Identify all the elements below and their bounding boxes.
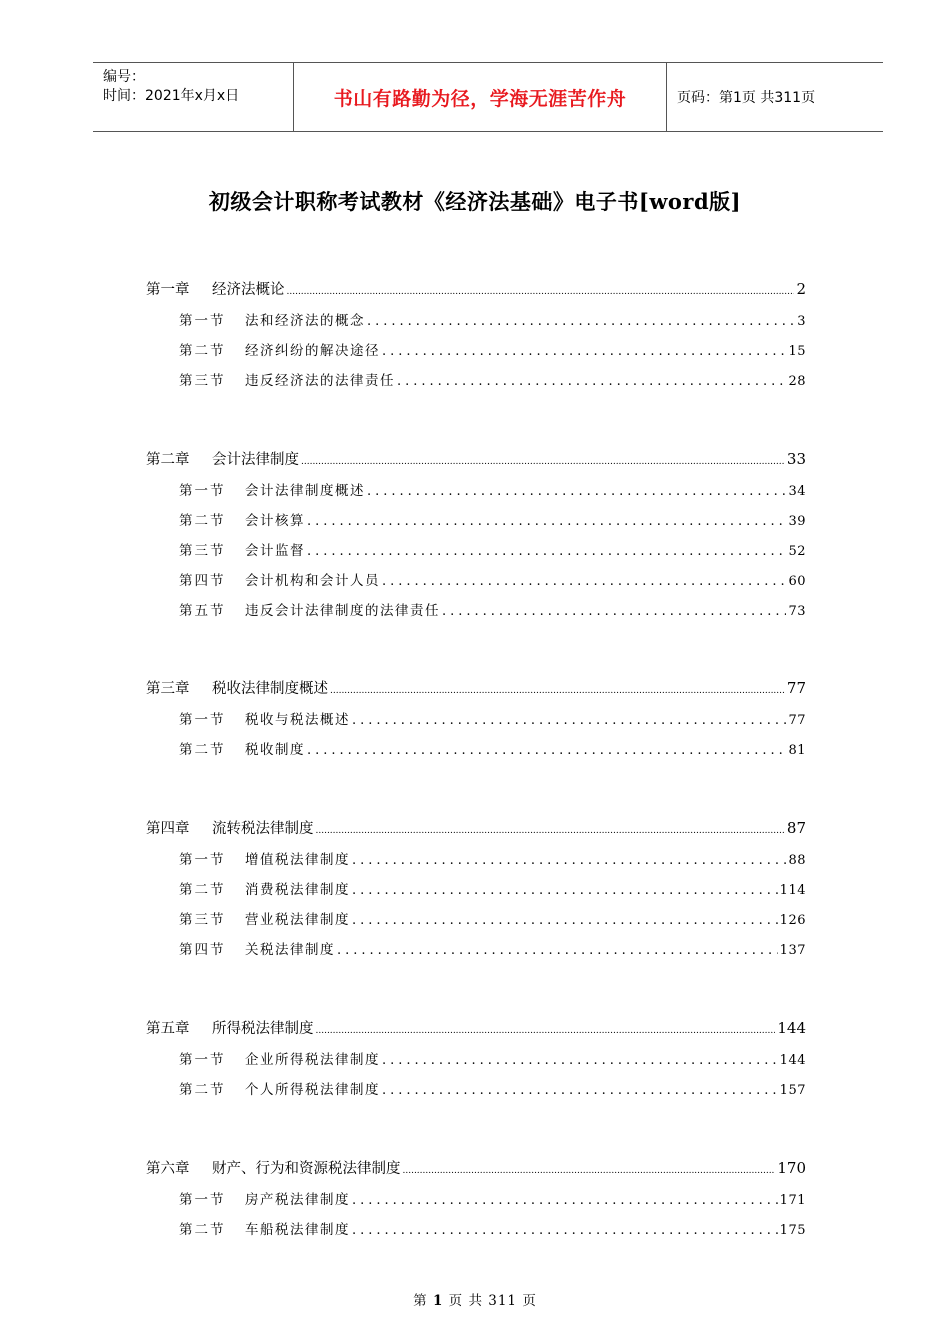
section-number: 第二节: [179, 1222, 226, 1238]
dot-leader: [301, 452, 785, 468]
section-number: 第三节: [179, 373, 226, 389]
page-footer: [0, 1289, 950, 1309]
toc-chapter-row[interactable]: [146, 1017, 806, 1039]
footer-suffix: 页: [522, 1293, 537, 1309]
dot-leader: [307, 742, 786, 758]
section-title: 会计机构和会计人员: [245, 573, 380, 589]
dot-leader: [403, 1161, 776, 1177]
toc-section-row[interactable]: [179, 509, 806, 531]
header-page-text: 页码：第1页 共311页: [677, 90, 816, 106]
dot-leader: [316, 821, 785, 837]
chapter-number: 第二章: [146, 452, 190, 468]
chapter-title: 所得税法律制度: [212, 1021, 314, 1037]
section-title: 营业税法律制度: [245, 912, 350, 928]
section-page-number: 88: [788, 853, 806, 868]
section-title: 个人所得税法律制度: [245, 1082, 380, 1098]
dot-leader: [307, 543, 786, 559]
toc-section-row[interactable]: [179, 1188, 806, 1210]
dot-leader: [397, 373, 786, 389]
section-title: 经济纠纷的解决途径: [245, 343, 380, 359]
section-page-number: 77: [788, 713, 806, 728]
section-number: 第一节: [179, 852, 226, 868]
chapter-title: 财产、行为和资源税法律制度: [212, 1161, 401, 1177]
section-number: 第四节: [179, 942, 226, 958]
section-page-number: 171: [779, 1193, 806, 1208]
section-number: 第五节: [179, 603, 226, 619]
toc-chapter-row[interactable]: [146, 278, 806, 300]
section-number: 第一节: [179, 1052, 226, 1068]
toc-section-row[interactable]: [179, 938, 806, 960]
chapter-page-number: 170: [777, 1159, 806, 1177]
section-page-number: 52: [788, 544, 806, 559]
toc-section-row[interactable]: [179, 848, 806, 870]
dot-leader: [352, 1222, 778, 1238]
section-title: 关税法律制度: [245, 942, 335, 958]
section-title: 会计监督: [245, 543, 305, 559]
dot-leader: [352, 912, 778, 928]
dot-leader: [307, 513, 786, 529]
footer-middle: 页 共: [448, 1293, 483, 1309]
section-title: 车船税法律制度: [245, 1222, 350, 1238]
section-page-number: 175: [779, 1223, 806, 1238]
toc-section-row[interactable]: [179, 878, 806, 900]
chapter-number: 第六章: [146, 1161, 190, 1177]
section-title: 违反经济法的法律责任: [245, 373, 395, 389]
toc-chapter-row[interactable]: [146, 448, 806, 470]
dot-leader: [287, 282, 795, 298]
section-title: 税收制度: [245, 742, 305, 758]
section-title: 房产税法律制度: [245, 1192, 350, 1208]
section-number: 第三节: [179, 543, 226, 559]
toc-section-row[interactable]: [179, 339, 806, 361]
section-number: 第四节: [179, 573, 226, 589]
toc-section-row[interactable]: [179, 708, 806, 730]
section-page-number: 39: [788, 514, 806, 529]
section-page-number: 137: [779, 943, 806, 958]
dot-leader: [352, 882, 778, 898]
dot-leader: [367, 483, 786, 499]
section-title: 消费税法律制度: [245, 882, 350, 898]
toc-section-row[interactable]: [179, 738, 806, 760]
section-number: 第二节: [179, 1082, 226, 1098]
footer-page-number: 1: [432, 1293, 444, 1309]
section-number: 第一节: [179, 1192, 226, 1208]
chapter-number: 第一章: [146, 282, 190, 298]
chapter-number: 第五章: [146, 1021, 190, 1037]
dot-leader: [382, 343, 786, 359]
section-page-number: 15: [788, 344, 806, 359]
section-number: 第一节: [179, 313, 226, 329]
section-page-number: 81: [788, 743, 806, 758]
dot-leader: [330, 681, 785, 697]
chapter-page-number: 77: [786, 679, 806, 697]
toc-chapter-row[interactable]: [146, 817, 806, 839]
chapter-title: 税收法律制度概述: [212, 681, 328, 697]
dot-leader: [442, 603, 786, 619]
dot-leader: [367, 313, 795, 329]
chapter-page-number: 144: [777, 1019, 806, 1037]
chapter-title: 经济法概论: [212, 282, 285, 298]
chapter-page-number: 33: [786, 450, 806, 468]
chapter-title: 会计法律制度: [212, 452, 299, 468]
toc-chapter-row[interactable]: [146, 1157, 806, 1179]
section-page-number: 60: [788, 574, 806, 589]
toc-section-row[interactable]: [179, 309, 806, 331]
section-page-number: 28: [788, 374, 806, 389]
section-title: 违反会计法律制度的法律责任: [245, 603, 440, 619]
dot-leader: [316, 1021, 776, 1037]
toc-section-row[interactable]: [179, 1078, 806, 1100]
toc-section-row[interactable]: [179, 369, 806, 391]
section-title: 法和经济法的概念: [245, 313, 365, 329]
chapter-page-number: 2: [796, 280, 806, 298]
toc-chapter-row[interactable]: [146, 677, 806, 699]
motto-text: 书山有路勤为径，学海无涯苦作舟: [333, 87, 627, 110]
section-number: 第二节: [179, 882, 226, 898]
section-page-number: 34: [788, 484, 806, 499]
dot-leader: [382, 573, 786, 589]
dot-leader: [382, 1052, 778, 1068]
section-number: 第一节: [179, 712, 226, 728]
section-number: 第三节: [179, 912, 226, 928]
footer-total-pages: 311: [488, 1293, 518, 1309]
toc-section-row[interactable]: [179, 569, 806, 591]
section-title: 增值税法律制度: [245, 852, 350, 868]
section-number: 第二节: [179, 343, 226, 359]
section-page-number: 3: [797, 314, 806, 329]
toc-section-row[interactable]: [179, 479, 806, 501]
toc-section-row[interactable]: [179, 599, 806, 621]
section-title: 会计法律制度概述: [245, 483, 365, 499]
document-title: 初级会计职称考试教材《经济法基础》电子书[word版]: [208, 189, 742, 214]
dot-leader: [352, 1192, 778, 1208]
section-number: 第二节: [179, 742, 226, 758]
toc-section-row[interactable]: [179, 1048, 806, 1070]
section-page-number: 126: [779, 913, 806, 928]
section-page-number: 157: [779, 1083, 806, 1098]
chapter-page-number: 87: [786, 819, 806, 837]
section-page-number: 73: [788, 604, 806, 619]
toc-section-row[interactable]: [179, 539, 806, 561]
chapter-number: 第三章: [146, 681, 190, 697]
time-text: 时间：2021年x月x日: [103, 88, 240, 104]
chapter-number: 第四章: [146, 821, 190, 837]
dot-leader: [352, 712, 786, 728]
chapter-title: 流转税法律制度: [212, 821, 314, 837]
dot-leader: [337, 942, 778, 958]
section-page-number: 114: [779, 883, 806, 898]
section-page-number: 144: [779, 1053, 806, 1068]
section-number: 第二节: [179, 513, 226, 529]
dot-leader: [382, 1082, 778, 1098]
footer-prefix: 第: [413, 1293, 428, 1309]
toc-section-row[interactable]: [179, 908, 806, 930]
dot-leader: [352, 852, 786, 868]
serial-label: 编号：: [103, 69, 145, 85]
section-title: 企业所得税法律制度: [245, 1052, 380, 1068]
section-title: 会计核算: [245, 513, 305, 529]
toc-section-row[interactable]: [179, 1218, 806, 1240]
section-number: 第一节: [179, 483, 226, 499]
section-title: 税收与税法概述: [245, 712, 350, 728]
